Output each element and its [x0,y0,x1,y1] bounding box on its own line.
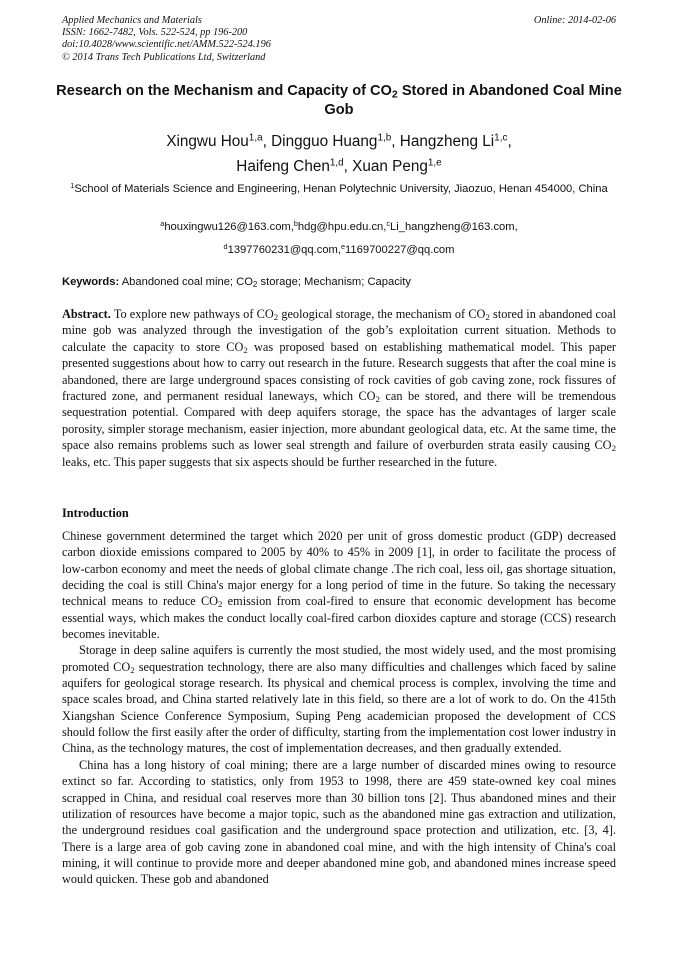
email-link[interactable]: Li_hangzheng@163.com, [390,221,518,233]
abstract-label: Abstract. [62,307,111,321]
author-name: Hangzheng Li [399,133,495,150]
keywords-label: Keywords: [62,276,120,288]
keywords: Keywords: Abandoned coal mine; $CO_2$ storage; Mechanism; Capacity [62,276,411,290]
author-name: Haifeng Chen [236,158,330,175]
email-line-1: $^a$houxingwu126@163.com,$^b$hdg@hpu.edu.cn,$^c$Li_hangzheng@163.com, [160,219,518,233]
paragraph: Chinese government determined the target which 2020 per unit of gross domestic product (GDP) decreased carbon dioxide emissions compared to 2005 by 40% to 45% in 2009 [1], in order to facilitate the process of low-carbon economy and meet the needs of global climate change .The rich coal, less oil, gas shortage situation, deciding the coal is still China's major energy for a long period of time in the future. So taking the necessary technical means to reduce $CO_2$ emission from coal-fired to ensure that economic development has become essential ways, which makes the conduct locally coal-fired carbon dioxides capture and storage (CCS) research becomes inevitable. [62,529,616,642]
author-line-1: Xingwu Hou$^{1,a}$, Dingguo Huang$^{1,b}$, Hangzheng Li$^{1,c}$, [166,132,512,150]
author-name: Xuan Peng [352,158,428,175]
author-name: Dingguo Huang [271,133,378,150]
author-emails [40,216,638,262]
author-line-2: Haifeng Chen$^{1,d}$, Xuan Peng$^{1,e}$ [236,157,442,175]
paragraph: China has a long history of coal mining; there are a large number of discarded mines owing to resource extinct so far. According to statistics, only from 1953 to 1998, there are 459 state-owned key coal mines scrapped in China, and residual coal reserves more than 30 billion tons [2]. Thus abandoned mines and their utilization of resources have become a major topic, such as the abandoned mine gas extraction and utilization, the underground residues coal gasification and the underground space protection and utilization, etc. [3, 4]. There is a large area of gob caving zone in abandoned coal mine, and with the high intensity of China's coal mining, it will continue to provide more and deeper abandoned mine gob, and abandoned mines increase speed would quicken. These gob and abandoned [62,757,616,887]
email-link[interactable]: 1397760231@qq.com, [227,244,341,256]
introduction-body [62,528,616,888]
author-list [40,129,638,179]
author-name: Xingwu Hou [166,133,249,150]
paper-title: Research on the Mechanism and Capacity of $CO_2$ Stored in Abandoned Coal Mine Gob [56,83,622,118]
paragraph: Storage in deep saline aquifers is currently the most studied, the most widely used, and the most promising promoted $CO_2$ sequestration technology, there are also many difficulties and challenges which faced by saline aquifers for geological storage research. Its physical and chemical process is complex, involving the time and space scales broad, and China started relatively late in this field, so there are a lot of work to do. On the 415th Xiangshan Science Conference Symposium, Suping Peng academician proposed the development of CCS should follow the first easily after the order of difficulty, starting from the implementation cost lower industry in China, as the technology matures, the cost of implementation decreases, and then gradually extended. [62,643,616,756]
doi-line: doi:10.4028/www.scientific.net/AMM.522-524.196 [62,39,271,51]
online-date: Online: 2014-02-06 [533,15,616,26]
email-link[interactable]: hdg@hpu.edu.cn, [297,221,387,233]
issn-line: ISSN: 1662-7482, Vols. 522-524, pp 196-200 [62,27,248,39]
email-line-2: $^d$1397760231@qq.com,$^e$1169700227@qq.com [223,242,455,256]
section-heading-introduction: Introduction [62,506,129,520]
copyright-line: © 2014 Trans Tech Publications Ltd, Switzerland [62,51,266,63]
email-link[interactable]: 1169700227@qq.com [345,244,455,256]
abstract: Abstract. To explore new pathways of $CO_2$ geological storage, the mechanism of $CO_2$ stored in abandoned coal mine gob was analyzed through the investigation of the gob’s exploitation current situation. Methods to calculate the capacity to store $CO_2$ was proposed based on establishing mathematical model. This paper presented suggestions about how to carry out research in the future. Research suggests that after the coal mine is abandoned, there are large underground spaces consisting of rock cavities of gob caving zone, rock fissures of fractured zone, and permanent residual laneways, which $CO_2$ can be stored, and there will be tremendous sequestration potential. Compared with deep aquifers storage, the space has the advantages of larger scale porosity, simpler storage mechanism, easier injection, more abundant geological data, etc. At the same time, the space also remains problems such as lower seal strength and failure of overburden strata easily causing $CO_2$ leaks, etc. This paper suggests that six aspects should be further researched in the future. [62,307,617,469]
email-link[interactable]: houxingwu126@163.com, [164,221,294,233]
journal-header [62,15,271,64]
journal-name: Applied Mechanics and Materials [62,15,202,26]
affiliation: $^1$School of Materials Science and Engineering, Henan Polytechnic University, Jiaozuo, Henan 454000, China [70,181,608,195]
